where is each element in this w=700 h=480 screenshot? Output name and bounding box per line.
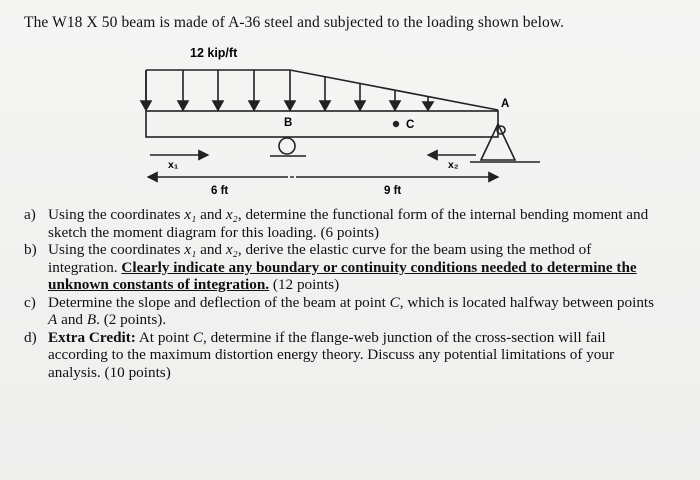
dimension-9ft: 9 ft — [384, 185, 402, 197]
pin-support-a — [470, 124, 540, 162]
beam-loading-diagram — [0, 0, 700, 200]
x2-label: x₂ — [448, 159, 459, 171]
distributed-load-label: 12 kip/ft — [190, 46, 238, 60]
extra-credit-label: Extra Credit: — [48, 328, 136, 346]
roller-support-b — [270, 138, 306, 156]
problem-statement: The W18 X 50 beam is made of A-36 steel and subjected to the loading shown below. — [24, 14, 565, 31]
load-arrows — [141, 70, 433, 110]
question-a-marker: a) — [24, 206, 36, 223]
boundary-conditions-emphasis: Clearly indicate any boundary or continuity conditions needed to determine the unknown constants of integration. — [48, 258, 637, 293]
point-c-marker — [393, 121, 399, 127]
question-d-marker: d) — [24, 328, 37, 346]
point-c-label: C — [406, 119, 415, 131]
beam — [146, 111, 498, 137]
question-c-marker: c) — [24, 293, 36, 311]
point-a-label: A — [501, 98, 510, 110]
dimension-6ft: 6 ft — [211, 185, 229, 197]
point-b-label: B — [284, 117, 293, 129]
question-list — [24, 206, 664, 381]
question-b-marker: b) — [24, 241, 37, 258]
question-b: b) Using the coordinates x₁ and x₂, derive the elastic curve for the beam using the method of integration. Clearly indicate any boundary or continuity conditions needed to determine the unknown constants of integration. (12 points) — [24, 241, 637, 293]
question-c: c) Determine the slope and deflection of the beam at point C, which is located halfway between points A and B. (2 points). — [24, 293, 655, 328]
question-d: d) Extra Credit: At point C, determine if the flange-web junction of the cross-section will fail according to the maximum distortion energy theory. Discuss any potential limitations of your analysis. (10 points) — [24, 328, 615, 381]
question-a: a) Using the coordinates x₁ and x₂, determine the functional form of the internal bending moment and sketch the moment diagram for this loading. (6 points) — [24, 206, 649, 241]
x1-label: x₁ — [168, 159, 179, 171]
